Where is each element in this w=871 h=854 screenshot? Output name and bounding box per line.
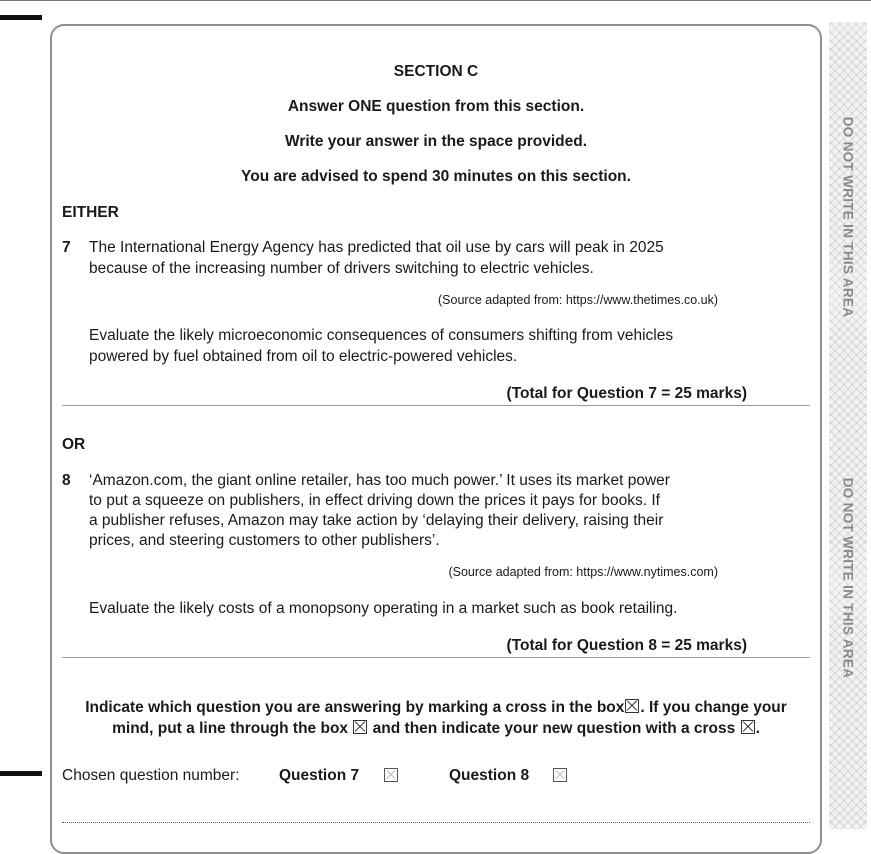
q8-task: Evaluate the likely costs of a monopsony operating in a market such as book retailing. [89,600,678,617]
question-7-checkbox[interactable] [384,768,398,782]
q8-text-line2: to put a squeeze on publishers, in effect driving down the prices it pays for books. If [89,492,660,509]
chosen-question-label: Chosen question number: [62,767,240,784]
question-8-checkbox[interactable] [553,768,567,782]
q8-text-line1: ‘Amazon.com, the giant online retailer, has too much power.’ It uses its market power [89,472,670,489]
indicate-instruction [62,697,810,739]
indicate-text-4: and then indicate your new question with a cross [372,720,736,737]
q8-text-line3: a publisher refuses, Amazon may take action by ‘delaying their delivery, raising their [89,512,664,529]
q7-number: 7 [62,239,71,256]
registration-mark-top [0,15,42,20]
q8-total: (Total for Question 8 = 25 marks) [506,637,747,654]
q7-source: (Source adapted from: https://www.thetimes.co.uk) [438,293,718,307]
or-label: OR [62,436,86,453]
cross-lined-box-icon [353,720,367,734]
either-label: EITHER [62,204,119,221]
q7-text-line1: The International Energy Agency has predicted that oil use by cars will peak in 2025 [89,239,664,256]
answer-line[interactable] [62,822,810,823]
q7-text-line2: because of the increasing number of drivers switching to electric vehicles. [89,260,594,277]
top-border [0,0,871,1]
cross-box-icon [625,699,639,713]
q7-task-line2: powered by fuel obtained from oil to electric-powered vehicles. [89,348,518,365]
instruction-answer-one: Answer ONE question from this section. [287,98,585,115]
indicate-text-3: mind, put a line through the box [112,720,349,737]
q8-divider [62,657,810,658]
indicate-line2 [62,718,810,739]
margin-warning-bottom: DO NOT WRITE IN THIS AREA [840,477,856,679]
registration-mark-bottom [0,771,42,776]
margin-warning-top: DO NOT WRITE IN THIS AREA [840,116,856,318]
q8-number: 8 [62,472,71,489]
instruction-time: You are advised to spend 30 minutes on this section. [241,168,631,185]
q7-divider [62,405,810,406]
indicate-text-1: Indicate which question you are answering by marking a cross in the box [85,699,625,716]
instruction-write-space: Write your answer in the space provided. [284,133,588,150]
q8-text-line4: prices, and steering customers to other publishers’. [89,532,440,549]
q7-total: (Total for Question 7 = 25 marks) [506,385,747,402]
question-8-label: Question 8 [449,767,530,784]
q7-task-line1: Evaluate the likely microeconomic consequences of consumers shifting from vehicles [89,327,674,344]
q8-source: (Source adapted from: https://www.nytimes.com) [448,565,718,579]
indicate-text-5: . [755,720,760,737]
question-7-label: Question 7 [279,767,360,784]
cross-box-icon-2 [741,720,755,734]
indicate-text-2: . If you change your [640,699,787,716]
section-title: SECTION C [393,63,479,80]
indicate-line1 [62,697,810,718]
